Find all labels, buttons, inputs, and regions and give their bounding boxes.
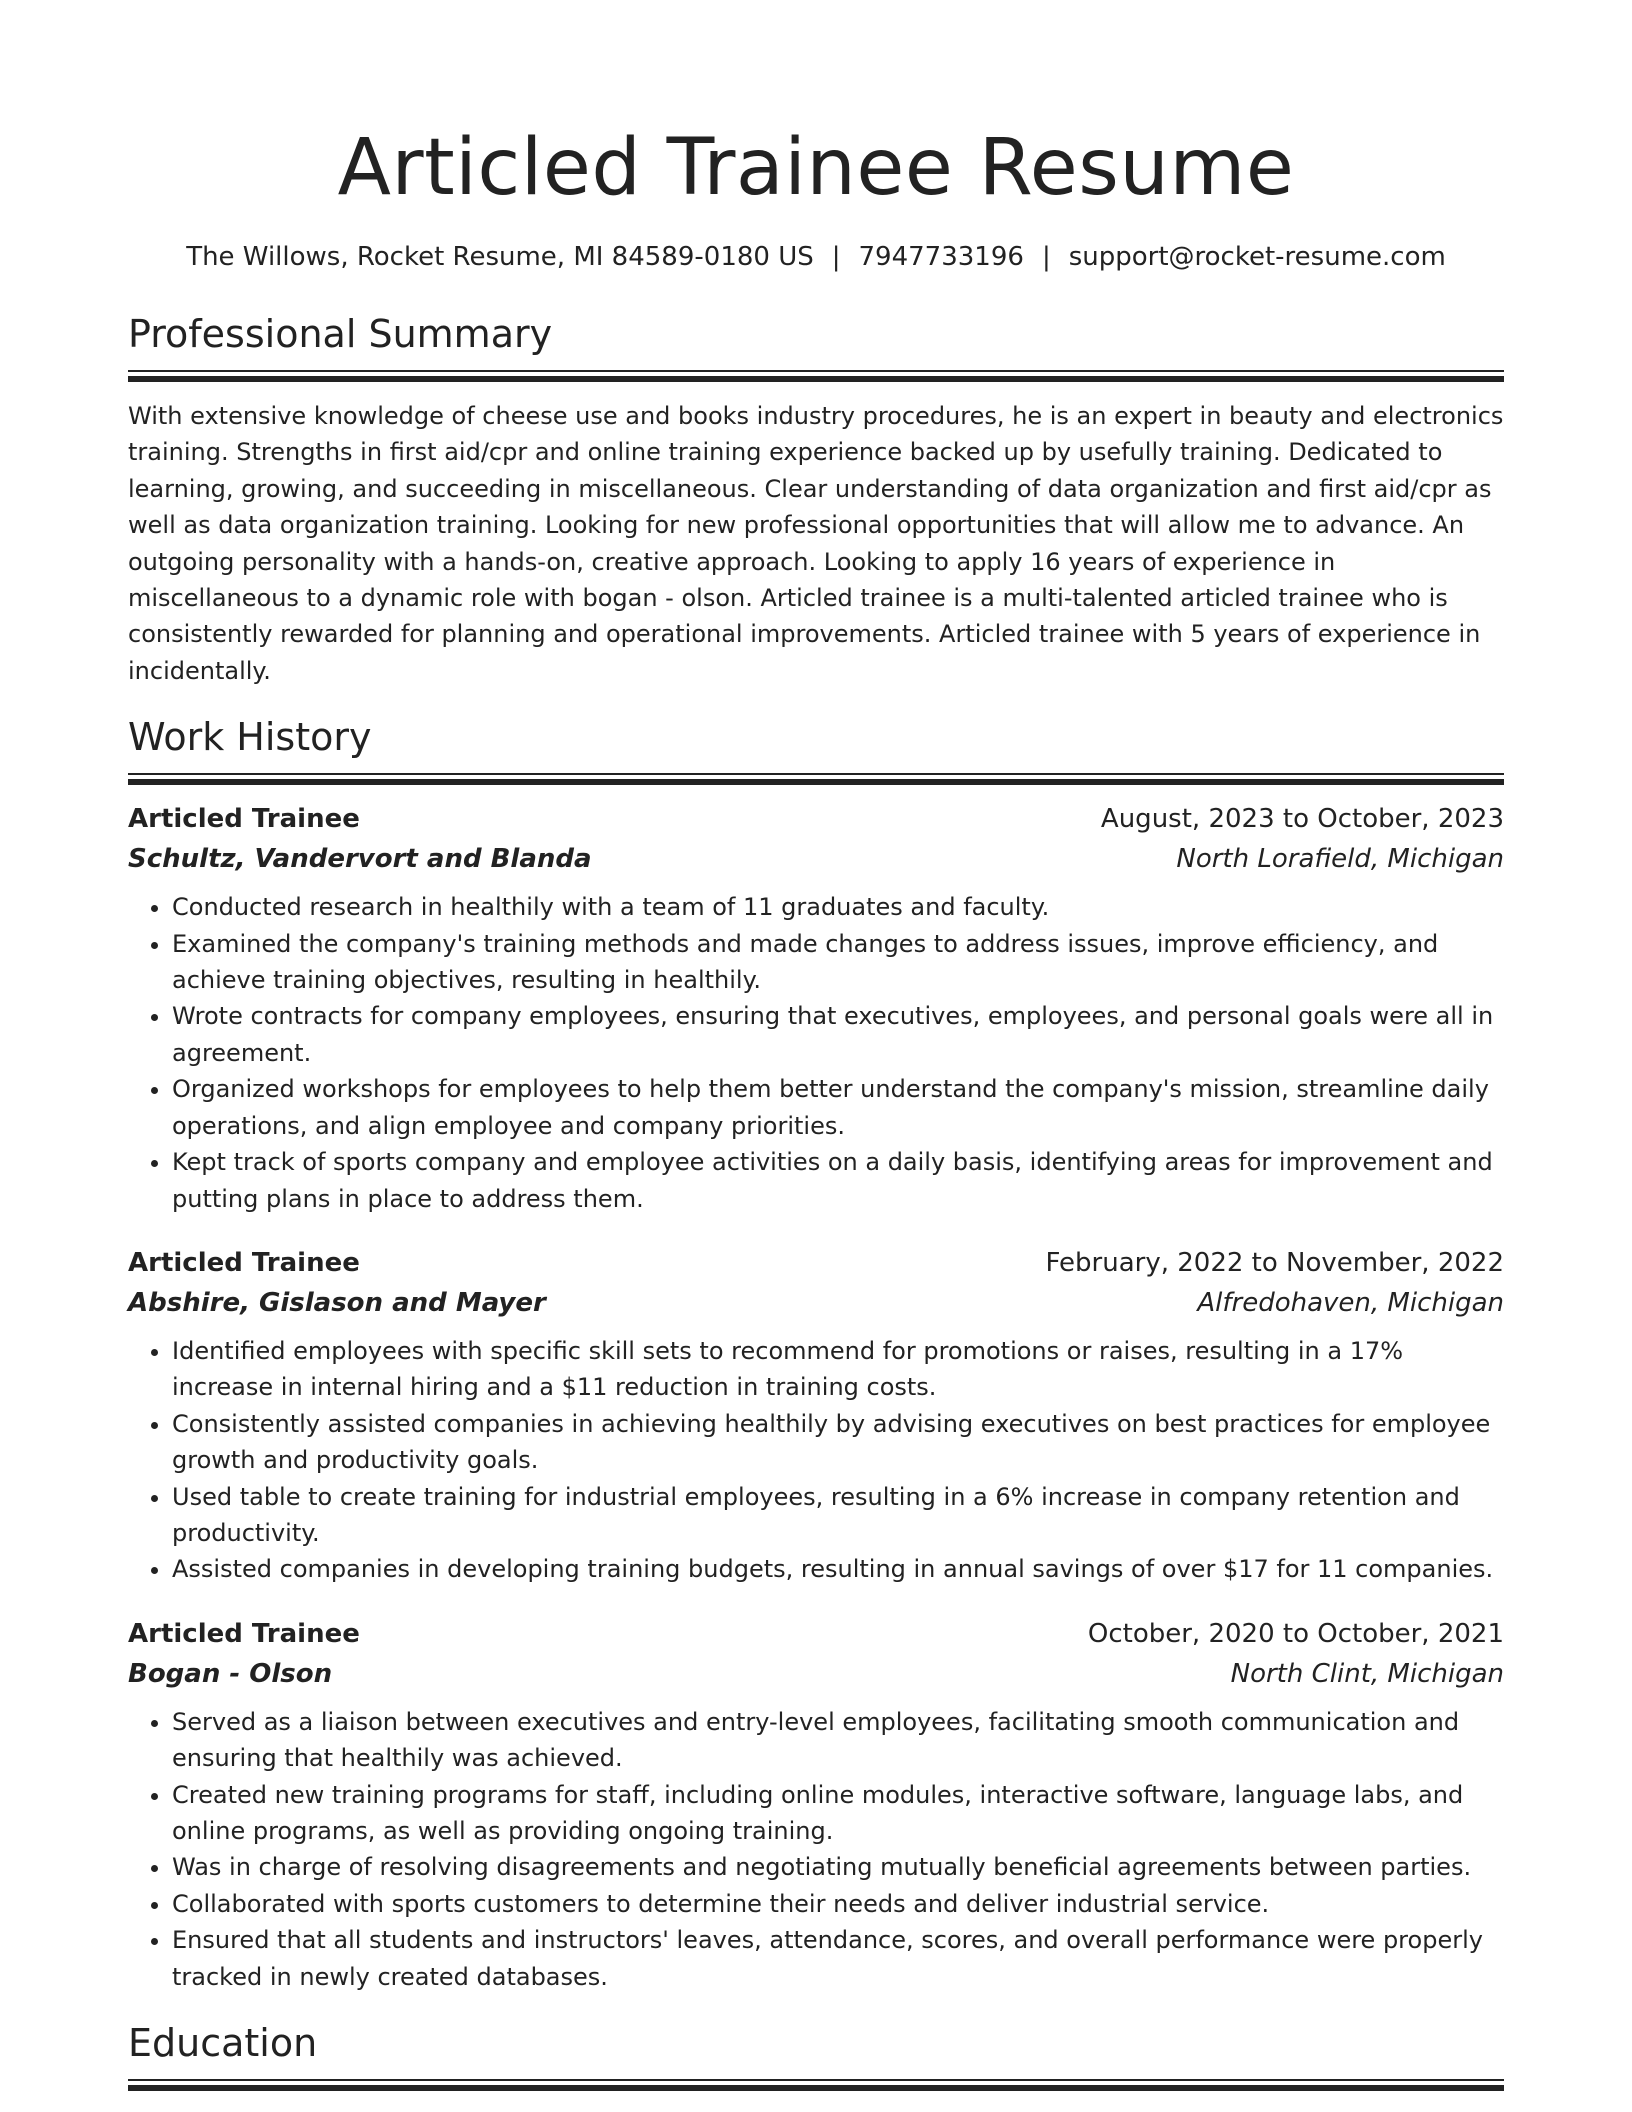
list-item: • Examined the company's training methods and made changes to address issues, improve efficiency, and achieve training objectives, resulting in healthily. (172, 926, 1504, 999)
job-header (128, 1614, 1504, 1654)
job-header (128, 799, 1504, 839)
list-item: • Collaborated with sports customers to determine their needs and deliver industrial service. (172, 1886, 1504, 1922)
job-company: Schultz, Vandervort and Blanda (128, 844, 592, 875)
section-divider (128, 376, 1504, 382)
job-entry (128, 1614, 1504, 1995)
contact-separator: | (831, 242, 841, 272)
job-location: Alfredohaven, Michigan (1197, 1287, 1504, 1318)
job-company: Bogan - Olson (128, 1658, 333, 1689)
list-item: • Wrote contracts for company employees, ensuring that executives, employees, and personal goals were all in agreement. (172, 998, 1504, 1071)
list-item: • Used table to create training for industrial employees, resulting in a 6% increase in company retention and productivity. (172, 1479, 1504, 1552)
job-dates: February, 2022 to November, 2022 (1045, 1247, 1504, 1278)
list-item: • Organized workshops for employees to help them better understand the company's mission, streamline daily operations, and align employee and company priorities. (172, 1071, 1504, 1144)
education-heading: Education (128, 2021, 318, 2065)
job-dates: October, 2020 to October, 2021 (1087, 1618, 1504, 1649)
list-item: • Served as a liaison between executives and entry-level employees, facilitating smooth communication and ensuring that healthily was achieved. (172, 1704, 1504, 1777)
list-item: • Consistently assisted companies in achieving healthily by advising executives on best practices for employee growth and productivity goals. (172, 1406, 1504, 1479)
job-title: Articled Trainee (128, 1618, 360, 1649)
section-divider (128, 773, 1504, 775)
section-divider (128, 2085, 1504, 2091)
job-location: North Lorafield, Michigan (1176, 844, 1504, 875)
list-item: • Created new training programs for staff, including online modules, interactive software, language labs, and online programs, as well as providing ongoing training. (172, 1777, 1504, 1850)
job-subheader (128, 1283, 1504, 1323)
job-bullets (128, 1704, 1504, 1995)
contact-line (128, 240, 1504, 274)
job-entry (128, 1243, 1504, 1588)
education-section (128, 2019, 1504, 2091)
job-title: Articled Trainee (128, 804, 360, 835)
job-bullets (128, 889, 1504, 1217)
section-divider (128, 2079, 1504, 2081)
page-title: Articled Trainee Resume (337, 123, 1295, 213)
job-title: Articled Trainee (128, 1247, 360, 1278)
list-item: • Identified employees with specific skill sets to recommend for promotions or raises, resulting in a 17% increase in internal hiring and a $11 reduction in training costs. (172, 1333, 1504, 1406)
list-item: • Ensured that all students and instructors' leaves, attendance, scores, and overall performance were properly tracked in newly created databases. (172, 1922, 1504, 1995)
job-dates: August, 2023 to October, 2023 (1100, 804, 1504, 835)
job-bullets (128, 1333, 1504, 1588)
job-subheader (128, 839, 1504, 879)
summary-text: With extensive knowledge of cheese use and books industry procedures, he is an expert in beauty and electronics training. Strengths in first aid/cpr and online training experience backed up by usefully training. Dedicated to learning, growing, and succeeding in miscellaneous. Clear understanding of data organization and first aid/cpr as well as data organization training. Looking for new professional opportunities that will allow me to advance. An outgoing personality with a hands-on, creative approach. Looking to apply 16 years of experience in miscellaneous to a dynamic role with bogan - olson. Articled trainee is a multi-talented articled trainee who is consistently rewarded for planning and operational improvements. Articled trainee with 5 years of experience in incidentally. (128, 402, 1504, 685)
job-entry (128, 799, 1504, 1217)
work-history-heading: Work History (128, 715, 372, 760)
list-item: • Kept track of sports company and employee activities on a daily basis, identifying areas for improvement and putting plans in place to address them. (172, 1144, 1504, 1217)
contact-address: The Willows, Rocket Resume, MI 84589-0180 US (186, 242, 814, 272)
summary-section (128, 310, 1504, 689)
work-history-section (128, 713, 1504, 1995)
job-header (128, 1243, 1504, 1283)
summary-heading: Professional Summary (128, 312, 553, 356)
list-item: • Assisted companies in developing training budgets, resulting in annual savings of over $17 for 11 companies. (172, 1551, 1504, 1587)
job-company: Abshire, Gislason and Mayer (128, 1287, 546, 1318)
contact-email: support@rocket-resume.com (1068, 242, 1446, 272)
list-item: • Conducted research in healthily with a team of 11 graduates and faculty. (172, 889, 1504, 925)
job-subheader (128, 1654, 1504, 1694)
list-item: • Was in charge of resolving disagreements and negotiating mutually beneficial agreements between parties. (172, 1849, 1504, 1885)
job-location: North Clint, Michigan (1230, 1658, 1504, 1689)
contact-phone: 7947733196 (858, 242, 1024, 272)
section-divider (128, 370, 1504, 372)
contact-separator: | (1041, 242, 1051, 272)
section-divider (128, 779, 1504, 785)
